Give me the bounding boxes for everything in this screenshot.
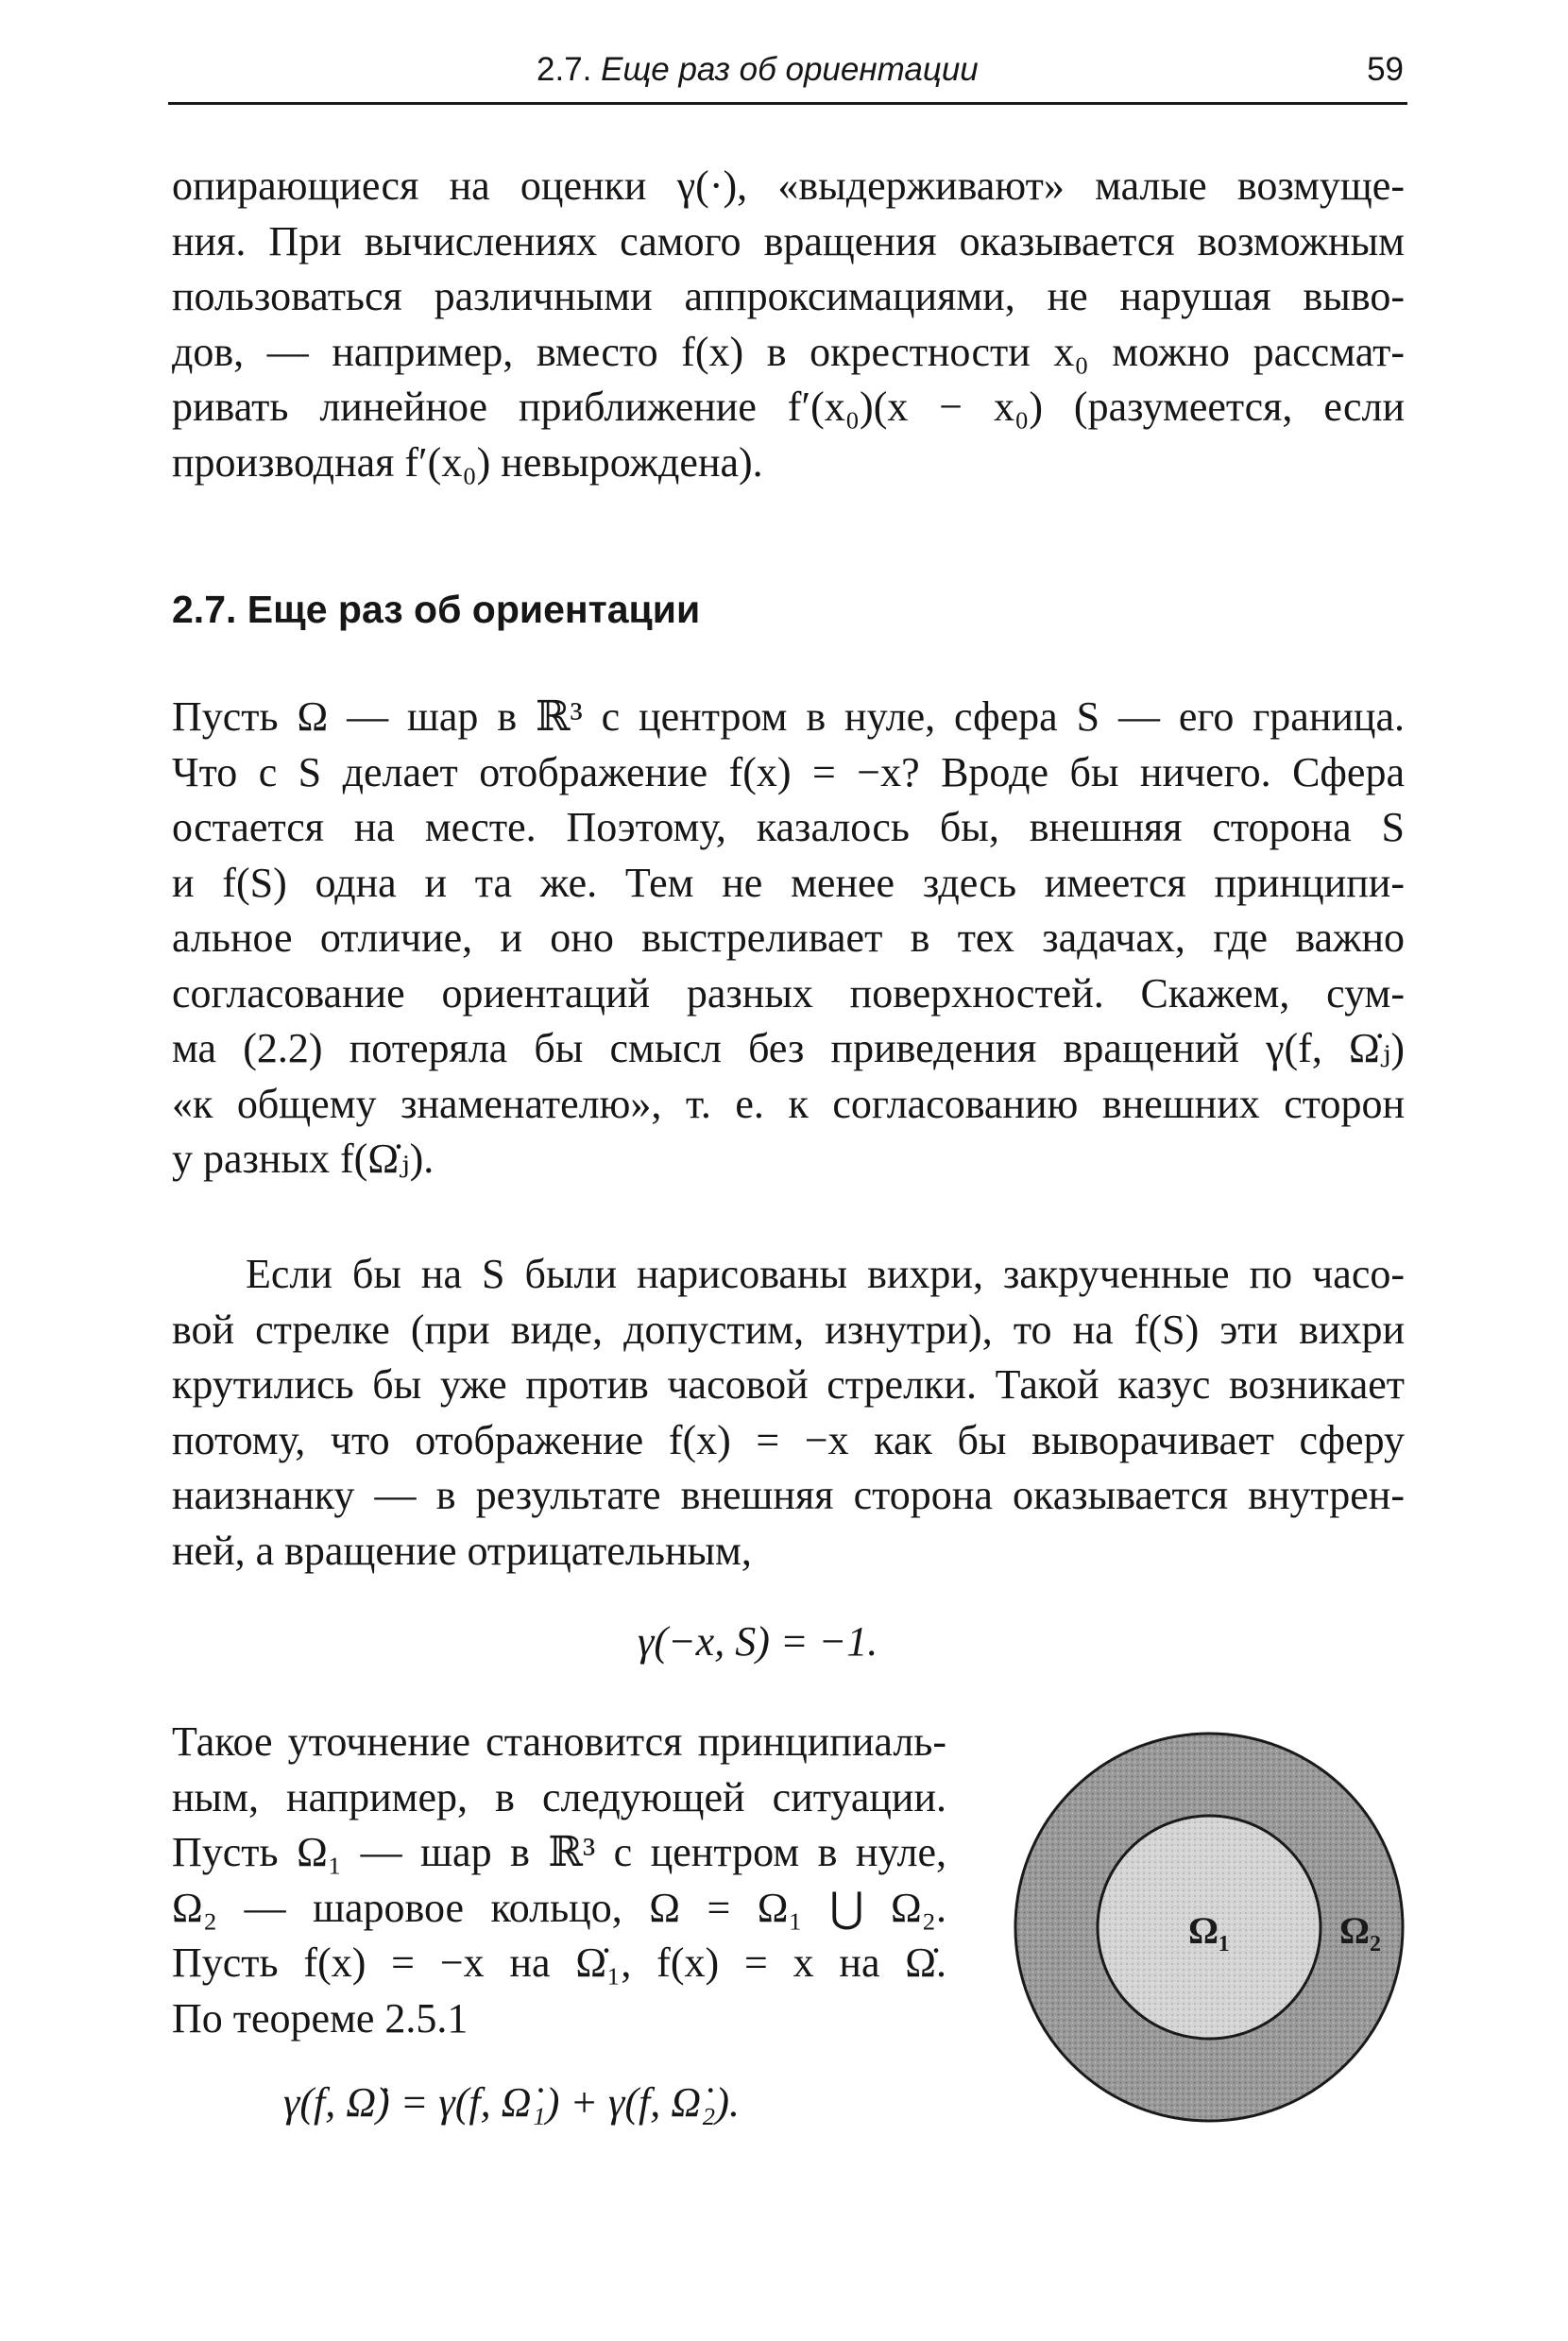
ball-and-ring-figure [1006, 1724, 1412, 2130]
page-number: 59 [1367, 51, 1404, 88]
paragraph-line: По теореме 2.5.1 [172, 1994, 469, 2042]
paragraph-2 [172, 690, 1405, 1188]
paragraph-line: Пусть f(x) = −x на Ω̇₁, f(x) = x на Ω̇. [172, 1939, 946, 1986]
running-head-title [537, 51, 979, 89]
running-head-section-title: Еще раз об ориентации [601, 51, 979, 88]
paragraph-line: ма (2.2) потеряла бы смысл без приведения вращений γ(f, Ω̇ⱼ) [172, 1025, 1405, 1071]
inner-ball-label: Ω₁ [1187, 1909, 1231, 1952]
paragraph-line: ривать линейное приближение f′(x₀)(x − x₀) (разумеется, если [172, 384, 1405, 430]
running-head [168, 47, 1407, 105]
paragraph-line: Пусть Ω₁ — шар в ℝ³ с центром в нуле, [172, 1829, 946, 1875]
paragraph-line: Пусть Ω — шар в ℝ³ с центром в нуле, сфера S — его граница. [172, 693, 1405, 740]
paragraph-line: Если бы на S были нарисованы вихри, закрученные по часо- [246, 1251, 1405, 1297]
paragraph-line: крутились бы уже против часовой стрелки. Такой казус возникает [172, 1361, 1405, 1408]
paragraph-line: вой стрелке (при виде, допустим, изнутри), то на f(S) эти вихри [172, 1306, 1405, 1353]
paragraph-line: производная f′(x₀) невырождена). [172, 438, 763, 486]
paragraph-line: согласование ориентаций разных поверхностей. Скажем, сум- [172, 969, 1405, 1017]
paragraph-line: Что с S делает отображение f(x) = −x? Вроде бы ничего. Сфера [172, 748, 1405, 795]
paragraph-line: Такое уточнение становится принципиаль- [172, 1718, 946, 1765]
paragraph-1 [172, 159, 1405, 490]
outer-ring-label: Ω₂ [1338, 1909, 1382, 1952]
paragraph-3 [172, 1247, 1405, 1579]
paragraph-line: у разных f(Ω̇ⱼ). [172, 1136, 435, 1182]
paragraph-line: «к общему знаменателю», т. е. к согласованию внешних сторон [172, 1080, 1405, 1127]
paragraph-line: ней, а вращение отрицательным, [172, 1527, 752, 1574]
paragraph-line: наизнанку — в результате внешняя сторона оказывается внутрен- [172, 1472, 1405, 1518]
paragraph-line: и f(S) одна и та же. Тем не менее здесь имеется принципи- [172, 859, 1405, 906]
display-equation: γ(−x, S) = −1. [638, 1618, 878, 1665]
paragraph-line: остается на месте. Поэтому, казалось бы, внешняя сторона S [172, 804, 1405, 850]
paragraph-line: ния. При вычислениях самого вращения оказывается возможным [172, 217, 1405, 265]
paragraph-line: Ω₂ — шаровое кольцо, Ω = Ω₁ ⋃ Ω₂. [172, 1884, 946, 1931]
display-equation-theorem: γ(f, Ω̇) = γ(f, Ω̇₁) + γ(f, Ω̇₂). [283, 2079, 741, 2126]
paragraph-line: дов, — например, вместо f(x) в окрестности x₀ можно рассмат- [172, 328, 1405, 375]
paragraph-line: потому, что отображение f(x) = −x как бы выворачивает сферу [172, 1416, 1405, 1463]
paragraph-line: альное отличие, и оно выстреливает в тех задачах, где важно [172, 914, 1405, 961]
paragraph-4 [172, 1715, 946, 2046]
running-head-section-number: 2.7. [537, 51, 592, 88]
section-heading: 2.7. Еще раз об ориентации [172, 588, 701, 631]
paragraph-line: опирающиеся на оценки γ(·), «выдерживают» малые возмуще- [172, 162, 1405, 209]
paragraph-line: ным, например, в следующей ситуации. [172, 1773, 946, 1820]
paragraph-line: пользоваться различными аппроксимациями, не нарушая выво- [172, 273, 1405, 319]
